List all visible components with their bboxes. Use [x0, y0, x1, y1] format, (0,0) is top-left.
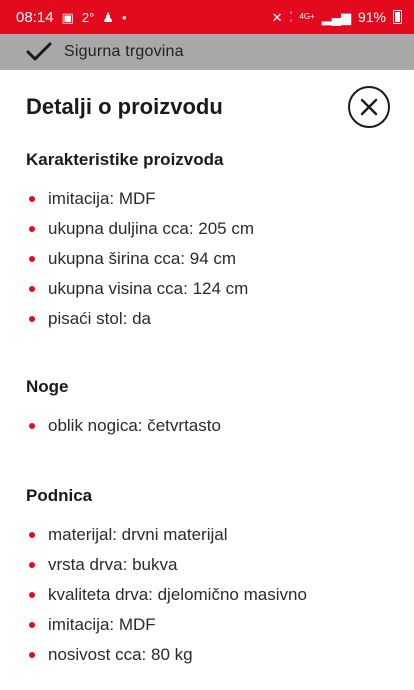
close-button[interactable]: [348, 86, 390, 128]
spec-list: [26, 411, 388, 441]
gallery-icon: ▣: [61, 9, 74, 25]
spec-list: [26, 520, 388, 670]
section-title: Noge: [26, 377, 69, 396]
sheet-header: [26, 70, 388, 144]
section-characteristics: [26, 150, 388, 334]
weather-temp: 2°: [81, 9, 95, 25]
spec-item: ukupna duljina cca: 205 cm: [26, 214, 388, 244]
spec-item: ukupna visina cca: 124 cm: [26, 274, 388, 304]
signal-icon: ▂▄▆: [321, 9, 351, 25]
spec-item: nosivost cca: 80 kg: [26, 640, 388, 670]
spec-item: pisaći stol: da: [26, 304, 388, 334]
status-time: 08:14: [16, 8, 54, 26]
product-details-sheet: [0, 70, 414, 690]
spec-item: ukupna širina cca: 94 cm: [26, 244, 388, 274]
volte-icon: ◦ ◦: [289, 8, 293, 25]
spec-item: oblik nogica: četvrtasto: [26, 411, 388, 441]
section-title: Podnica: [26, 486, 93, 505]
page-title: Detalji o proizvodu: [26, 94, 223, 119]
mute-icon: ✕: [271, 9, 283, 25]
section-legs: [26, 377, 388, 441]
secure-shopping-label: Sigurna trgovina: [64, 43, 184, 60]
section-base: [26, 486, 388, 670]
section-title: Karakteristike proizvoda: [26, 150, 224, 169]
spec-list: [26, 184, 388, 334]
network-type: 4G+: [299, 12, 315, 21]
status-right: [272, 9, 402, 25]
checkmark-icon: [26, 41, 52, 63]
spec-item: vrsta drva: bukva: [26, 550, 388, 580]
secure-shopping-bar: [0, 34, 414, 70]
spec-item: materijal: drvni materijal: [26, 520, 388, 550]
status-bar: [0, 0, 414, 34]
close-icon: [360, 98, 378, 116]
spec-item: kvaliteta drva: djelomično masivno: [26, 580, 388, 610]
status-left: [16, 9, 127, 26]
battery-percent: 91%: [357, 9, 386, 25]
person-icon: ♟: [102, 9, 114, 25]
notification-dot: •: [121, 9, 127, 25]
battery-icon: [393, 10, 402, 24]
spec-item: imitacija: MDF: [26, 610, 388, 640]
spec-item: imitacija: MDF: [26, 184, 388, 214]
